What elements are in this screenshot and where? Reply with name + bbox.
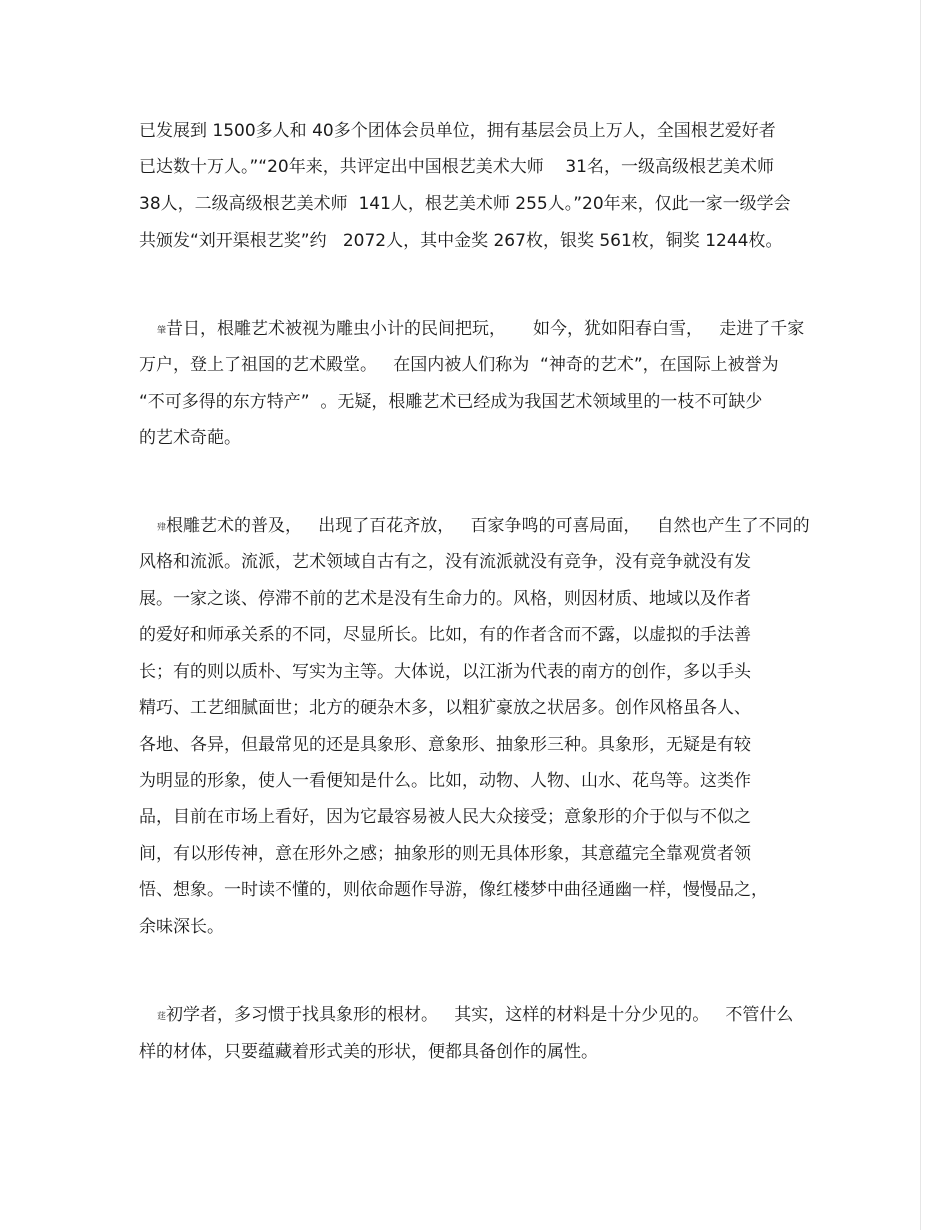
- paragraph-3-line-9: 品，目前在市场上看好，因为它最容易被人民大众接受；意象形的介于似与不似之: [139, 807, 751, 827]
- paragraph-1-line-3: 38人，二级高级根艺美术师 141人，根艺美术师 255人。”20年来，仅此一家一级学会: [139, 194, 791, 214]
- paragraph-3-line-3: 展。一家之谈、停滞不前的艺术是没有生命力的。风格，则因材质、地域以及作者: [139, 589, 751, 609]
- paragraph-4-marker: 莛: [157, 1012, 167, 1022]
- paragraph-2-line-1-text: 昔日，根雕艺术被视为雕虫小计的民间把玩， 如今，犹如阳春白雪， 走进了千家: [166, 319, 805, 339]
- paragraph-3-line-1: [157, 515, 810, 539]
- paragraph-4-line-1: [157, 1004, 793, 1028]
- paragraph-2-line-1: [157, 318, 804, 342]
- paragraph-3-line-7: 各地、各异，但最常见的还是具象形、意象形、抽象形三种。具象形，无疑是有较: [139, 735, 751, 755]
- paragraph-3-line-12: 余味深长。: [139, 917, 224, 937]
- paragraph-3-line-5: 长；有的则以质朴、写实为主等。大体说，以江浙为代表的南方的创作，多以手头: [139, 662, 751, 682]
- paragraph-3-line-1-text: 根雕艺术的普及， 出现了百花齐放， 百家争鸣的可喜局面， 自然也产生了不同的: [166, 516, 810, 536]
- page-edge-divider: [920, 0, 921, 1230]
- paragraph-2-line-3: “不可多得的东方特产” 。无疑，根雕艺术已经成为我国艺术领域里的一枝不可缺少: [139, 392, 763, 412]
- paragraph-3-marker: 肂: [157, 523, 167, 533]
- paragraph-2-marker: 肇: [157, 326, 167, 336]
- paragraph-2-line-2: 万户，登上了祖国的艺术殿堂。 在国内被人们称为 “神奇的艺术”，在国际上被誉为: [139, 355, 779, 375]
- paragraph-3-line-6: 精巧、工艺细腻面世；北方的硬杂木多，以粗犷豪放之状居多。创作风格虽各人、: [139, 698, 751, 718]
- paragraph-3-line-11: 悟、想象。一时读不懂的，则依命题作导游，像红楼梦中曲径通幽一样，慢慢品之，: [139, 880, 768, 900]
- paragraph-4-line-2: 样的材体，只要蕴藏着形式美的形状，便都具备创作的属性。: [139, 1042, 598, 1062]
- paragraph-1-line-4: 共颁发“刘开渠根艺奖”约 2072人，其中金奖 267枚，银奖 561枚，铜奖 1244枚。: [139, 231, 783, 251]
- paragraph-2-line-4: 的艺术奇葩。: [139, 428, 241, 448]
- paragraph-1-line-1: 已发展到 1500多人和 40多个团体会员单位，拥有基层会员上万人，全国根艺爱好者: [139, 121, 776, 141]
- paragraph-3-line-8: 为明显的形象，使人一看便知是什么。比如，动物、人物、山水、花鸟等。这类作: [139, 771, 751, 791]
- paragraph-3-line-2: 风格和流派。流派，艺术领域自古有之，没有流派就没有竞争，没有竞争就没有发: [139, 552, 751, 572]
- paragraph-3-line-10: 间，有以形传神，意在形外之感；抽象形的则无具体形象，其意蕴完全靠观赏者领: [139, 844, 751, 864]
- paragraph-1-line-2: 已达数十万人。”“20年来，共评定出中国根艺美术大师 31名，一级高级根艺美术师: [139, 157, 774, 177]
- paragraph-3-line-4: 的爱好和师承关系的不同，尽显所长。比如，有的作者含而不露，以虚拟的手法善: [139, 625, 751, 645]
- paragraph-4-line-1-text: 初学者，多习惯于找具象形的根材。 其实，这样的材料是十分少见的。 不管什么: [166, 1005, 794, 1025]
